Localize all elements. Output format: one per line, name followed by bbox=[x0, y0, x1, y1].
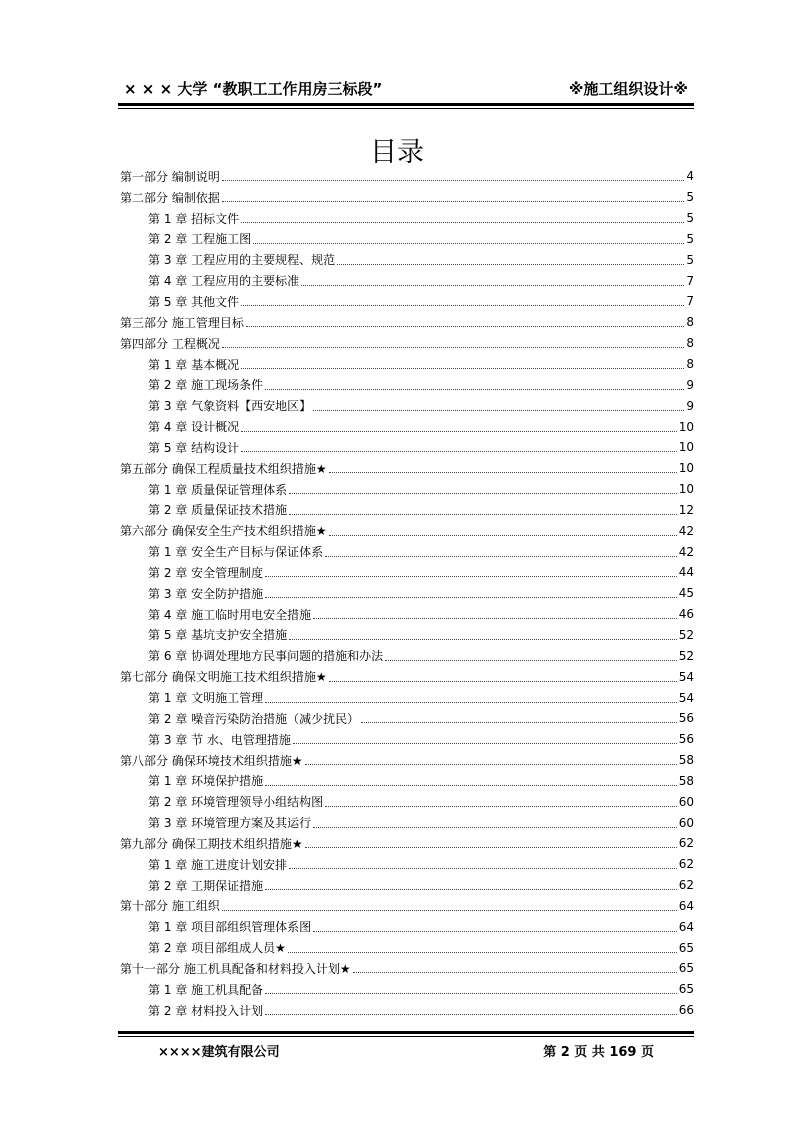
toc-entry-page: 4 bbox=[686, 169, 694, 184]
toc-entry-page: 5 bbox=[686, 211, 694, 226]
toc-chapter-entry[interactable] bbox=[120, 937, 694, 958]
toc-chapter-entry[interactable] bbox=[120, 645, 694, 666]
toc-entry-page: 44 bbox=[678, 565, 694, 580]
toc-dot-leader bbox=[288, 951, 677, 953]
toc-entry-page: 45 bbox=[678, 586, 694, 601]
toc-dot-leader bbox=[325, 555, 677, 557]
toc-dot-leader bbox=[241, 304, 684, 306]
toc-entry-page: 46 bbox=[678, 607, 694, 622]
toc-entry-page: 52 bbox=[678, 627, 694, 642]
toc-entry-page: 54 bbox=[678, 690, 694, 705]
toc-dot-leader bbox=[241, 430, 677, 432]
toc-entry-label: 第 1 章 文明施工管理 bbox=[148, 691, 264, 706]
toc-entry-label: 第十部分 施工组织 bbox=[120, 899, 220, 914]
header-document-type: ※施工组织设计※ bbox=[568, 80, 688, 98]
toc-entry-page: 66 bbox=[678, 1003, 694, 1018]
toc-part-entry[interactable] bbox=[120, 520, 694, 541]
toc-entry-page: 65 bbox=[678, 940, 694, 955]
toc-entry-label: 第 5 章 结构设计 bbox=[148, 440, 240, 455]
table-of-contents bbox=[120, 166, 694, 1021]
toc-dot-leader bbox=[265, 888, 677, 890]
header-project-title: × × × 大学 “教职工工作用房三标段” bbox=[124, 80, 383, 98]
toc-entry-label: 第 2 章 环境管理领导小组结构图 bbox=[148, 795, 324, 810]
toc-chapter-entry[interactable] bbox=[120, 708, 694, 729]
toc-entry-page: 8 bbox=[686, 315, 694, 330]
toc-entry-label: 第 3 章 环境管理方案及其运行 bbox=[148, 816, 312, 831]
toc-entry-page: 10 bbox=[678, 461, 694, 476]
toc-chapter-entry[interactable] bbox=[120, 770, 694, 791]
toc-entry-label: 第 2 章 质量保证技术措施 bbox=[148, 503, 288, 518]
toc-part-entry[interactable] bbox=[120, 187, 694, 208]
toc-entry-page: 10 bbox=[678, 440, 694, 455]
toc-entry-label: 第九部分 确保工期技术组织措施★ bbox=[120, 836, 303, 851]
toc-entry-page: 9 bbox=[686, 398, 694, 413]
toc-entry-label: 第八部分 确保环境技术组织措施★ bbox=[120, 753, 303, 768]
toc-entry-label: 第五部分 确保工程质量技术组织措施★ bbox=[120, 461, 327, 476]
toc-part-entry[interactable] bbox=[120, 833, 694, 854]
toc-entry-label: 第 3 章 安全防护措施 bbox=[148, 586, 264, 601]
toc-chapter-entry[interactable] bbox=[120, 208, 694, 229]
toc-entry-page: 62 bbox=[678, 857, 694, 872]
toc-entry-page: 60 bbox=[678, 794, 694, 809]
toc-dot-leader bbox=[361, 721, 677, 723]
toc-dot-leader bbox=[329, 471, 677, 473]
toc-part-entry[interactable] bbox=[120, 333, 694, 354]
page-title: 目录 bbox=[370, 137, 424, 168]
toc-entry-page: 54 bbox=[678, 669, 694, 684]
toc-entry-page: 42 bbox=[678, 523, 694, 538]
toc-entry-label: 第 3 章 气象资料【西安地区】 bbox=[148, 399, 312, 414]
toc-chapter-entry[interactable] bbox=[120, 395, 694, 416]
toc-entry-page: 52 bbox=[678, 648, 694, 663]
header-rule bbox=[118, 103, 694, 106]
toc-entry-page: 64 bbox=[678, 898, 694, 913]
toc-part-entry[interactable] bbox=[120, 896, 694, 917]
toc-entry-page: 56 bbox=[678, 732, 694, 747]
footer-page-number: 第 2 页 共 169 页 bbox=[543, 1045, 654, 1060]
toc-entry-page: 65 bbox=[678, 982, 694, 997]
toc-entry-label: 第 1 章 施工机具配备 bbox=[148, 982, 264, 997]
toc-dot-leader bbox=[253, 242, 684, 244]
toc-dot-leader bbox=[222, 346, 685, 348]
toc-chapter-entry[interactable] bbox=[120, 625, 694, 646]
toc-chapter-entry[interactable] bbox=[120, 916, 694, 937]
toc-chapter-entry[interactable] bbox=[120, 687, 694, 708]
toc-entry-label: 第十一部分 施工机具配备和材料投入计划★ bbox=[120, 961, 351, 976]
toc-dot-leader bbox=[313, 826, 677, 828]
toc-chapter-entry[interactable] bbox=[120, 500, 694, 521]
toc-dot-leader bbox=[313, 930, 677, 932]
toc-chapter-entry[interactable] bbox=[120, 604, 694, 625]
toc-dot-leader bbox=[313, 617, 677, 619]
page-header bbox=[118, 76, 694, 100]
toc-part-entry[interactable] bbox=[120, 958, 694, 979]
toc-entry-label: 第 6 章 协调处理地方民事问题的措施和办法 bbox=[148, 649, 384, 664]
toc-part-entry[interactable] bbox=[120, 312, 694, 333]
toc-dot-leader bbox=[289, 513, 677, 515]
toc-entry-label: 第二部分 编制依据 bbox=[120, 190, 220, 205]
toc-entry-label: 第 2 章 安全管理制度 bbox=[148, 565, 264, 580]
toc-entry-page: 7 bbox=[686, 294, 694, 309]
toc-part-entry[interactable] bbox=[120, 458, 694, 479]
footer-rule-thin bbox=[118, 1036, 694, 1037]
toc-entry-label: 第 2 章 项目部组成人员★ bbox=[148, 941, 286, 956]
toc-dot-leader bbox=[265, 575, 677, 577]
toc-chapter-entry[interactable] bbox=[120, 541, 694, 562]
toc-dot-leader bbox=[305, 846, 677, 848]
toc-entry-label: 第 2 章 工期保证措施 bbox=[148, 878, 264, 893]
toc-dot-leader bbox=[329, 680, 677, 682]
toc-entry-label: 第 1 章 项目部组织管理体系图 bbox=[148, 920, 312, 935]
toc-entry-page: 60 bbox=[678, 815, 694, 830]
toc-chapter-entry[interactable] bbox=[120, 583, 694, 604]
toc-entry-label: 第 1 章 基本概况 bbox=[148, 357, 240, 372]
toc-entry-page: 62 bbox=[678, 836, 694, 851]
toc-part-entry[interactable] bbox=[120, 666, 694, 687]
toc-dot-leader bbox=[289, 638, 677, 640]
toc-chapter-entry[interactable] bbox=[120, 791, 694, 812]
toc-entry-label: 第 1 章 安全生产目标与保证体系 bbox=[148, 545, 324, 560]
toc-chapter-entry[interactable] bbox=[120, 270, 694, 291]
toc-dot-leader bbox=[265, 388, 684, 390]
toc-dot-leader bbox=[265, 784, 677, 786]
toc-entry-label: 第 4 章 设计概况 bbox=[148, 420, 240, 435]
toc-dot-leader bbox=[265, 596, 677, 598]
toc-chapter-entry[interactable] bbox=[120, 1000, 694, 1021]
toc-dot-leader bbox=[265, 1013, 677, 1015]
toc-entry-page: 8 bbox=[686, 336, 694, 351]
header-rule-thin bbox=[118, 108, 694, 109]
toc-dot-leader bbox=[222, 179, 685, 181]
toc-entry-label: 第 1 章 施工进度计划安排 bbox=[148, 857, 288, 872]
toc-entry-label: 第 4 章 施工临时用电安全措施 bbox=[148, 607, 312, 622]
toc-dot-leader bbox=[313, 409, 684, 411]
toc-chapter-entry[interactable] bbox=[120, 437, 694, 458]
toc-entry-label: 第六部分 确保安全生产技术组织措施★ bbox=[120, 524, 327, 539]
page-footer bbox=[118, 1041, 694, 1061]
toc-entry-page: 9 bbox=[686, 377, 694, 392]
toc-entry-page: 58 bbox=[678, 753, 694, 768]
toc-dot-leader bbox=[265, 992, 677, 994]
toc-chapter-entry[interactable] bbox=[120, 416, 694, 437]
toc-chapter-entry[interactable] bbox=[120, 479, 694, 500]
toc-entry-label: 第一部分 编制说明 bbox=[120, 169, 220, 184]
toc-entry-page: 10 bbox=[678, 482, 694, 497]
toc-entry-page: 42 bbox=[678, 544, 694, 559]
toc-dot-leader bbox=[246, 325, 685, 327]
toc-entry-label: 第 2 章 噪音污染防治措施（减少扰民） bbox=[148, 711, 360, 726]
toc-dot-leader bbox=[241, 367, 684, 369]
toc-dot-leader bbox=[301, 284, 684, 286]
toc-entry-page: 5 bbox=[686, 231, 694, 246]
toc-dot-leader bbox=[222, 909, 677, 911]
toc-chapter-entry[interactable] bbox=[120, 875, 694, 896]
toc-entry-label: 第 1 章 质量保证管理体系 bbox=[148, 482, 288, 497]
toc-entry-page: 12 bbox=[678, 502, 694, 517]
toc-dot-leader bbox=[265, 701, 677, 703]
toc-entry-label: 第 2 章 工程施工图 bbox=[148, 232, 252, 247]
toc-entry-label: 第 4 章 工程应用的主要标准 bbox=[148, 274, 300, 289]
toc-dot-leader bbox=[222, 200, 685, 202]
toc-chapter-entry[interactable] bbox=[120, 812, 694, 833]
toc-entry-label: 第 2 章 施工现场条件 bbox=[148, 378, 264, 393]
toc-entry-label: 第四部分 工程概况 bbox=[120, 336, 220, 351]
toc-dot-leader bbox=[293, 742, 677, 744]
toc-entry-label: 第 3 章 工程应用的主要规程、规范 bbox=[148, 253, 336, 268]
toc-dot-leader bbox=[289, 867, 677, 869]
toc-entry-page: 58 bbox=[678, 773, 694, 788]
toc-dot-leader bbox=[325, 805, 677, 807]
toc-entry-page: 65 bbox=[678, 961, 694, 976]
toc-entry-label: 第 1 章 环境保护措施 bbox=[148, 774, 264, 789]
toc-dot-leader bbox=[289, 492, 677, 494]
toc-chapter-entry[interactable] bbox=[120, 229, 694, 250]
toc-entry-label: 第七部分 确保文明施工技术组织措施★ bbox=[120, 670, 327, 685]
toc-entry-label: 第 3 章 节 水、电管理措施 bbox=[148, 732, 291, 747]
toc-entry-page: 56 bbox=[678, 711, 694, 726]
toc-entry-page: 7 bbox=[686, 273, 694, 288]
toc-chapter-entry[interactable] bbox=[120, 291, 694, 312]
toc-chapter-entry[interactable] bbox=[120, 249, 694, 270]
toc-entry-label: 第三部分 施工管理目标 bbox=[120, 315, 244, 330]
toc-entry-page: 5 bbox=[686, 190, 694, 205]
toc-entry-page: 10 bbox=[678, 419, 694, 434]
footer-company-name: ××××建筑有限公司 bbox=[158, 1045, 280, 1060]
footer-rule bbox=[118, 1031, 694, 1034]
toc-chapter-entry[interactable] bbox=[120, 562, 694, 583]
toc-chapter-entry[interactable] bbox=[120, 854, 694, 875]
toc-entry-page: 8 bbox=[686, 357, 694, 372]
toc-dot-leader bbox=[337, 263, 684, 265]
toc-chapter-entry[interactable] bbox=[120, 729, 694, 750]
toc-chapter-entry[interactable] bbox=[120, 979, 694, 1000]
toc-dot-leader bbox=[385, 659, 677, 661]
toc-entry-page: 62 bbox=[678, 878, 694, 893]
toc-part-entry[interactable] bbox=[120, 750, 694, 771]
toc-chapter-entry[interactable] bbox=[120, 374, 694, 395]
toc-entry-label: 第 2 章 材料投入计划 bbox=[148, 1003, 264, 1018]
toc-dot-leader bbox=[353, 971, 677, 973]
toc-dot-leader bbox=[241, 221, 684, 223]
toc-dot-leader bbox=[305, 763, 677, 765]
toc-entry-page: 64 bbox=[678, 919, 694, 934]
toc-part-entry[interactable] bbox=[120, 166, 694, 187]
toc-dot-leader bbox=[329, 534, 677, 536]
toc-entry-page: 5 bbox=[686, 252, 694, 267]
toc-dot-leader bbox=[241, 450, 677, 452]
toc-chapter-entry[interactable] bbox=[120, 354, 694, 375]
toc-entry-label: 第 1 章 招标文件 bbox=[148, 211, 240, 226]
toc-entry-label: 第 5 章 其他文件 bbox=[148, 294, 240, 309]
toc-entry-label: 第 5 章 基坑支护安全措施 bbox=[148, 628, 288, 643]
